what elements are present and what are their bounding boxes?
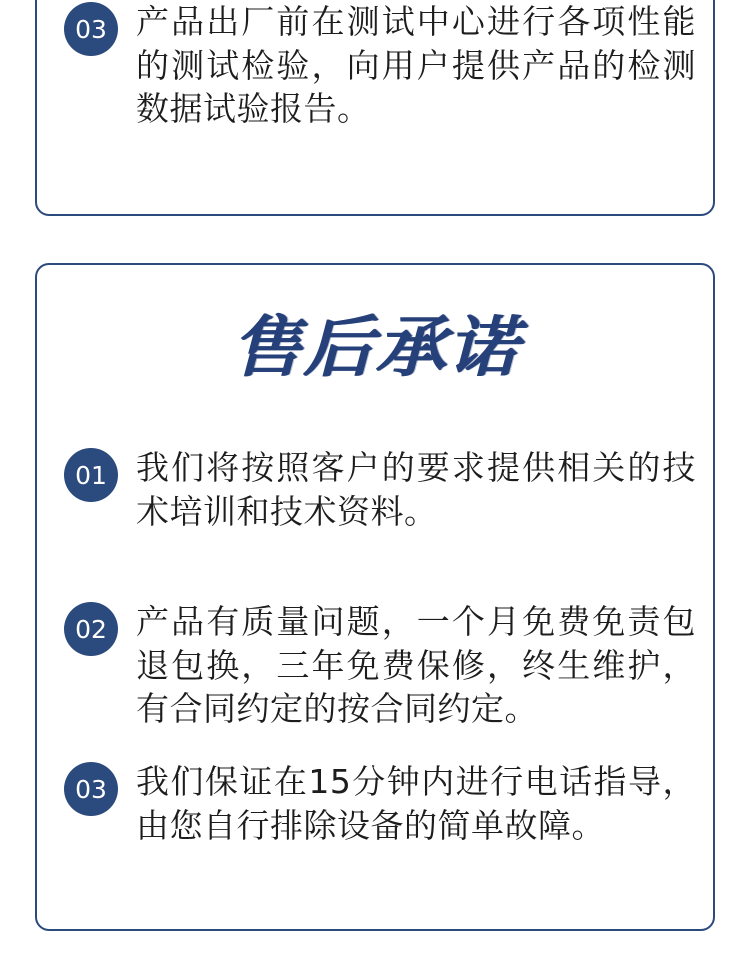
list-item-text: 产品有质量问题，一个月免费免责包退包换，三年免费保修，终生维护，有合同约定的按合同约定。 (136, 602, 696, 729)
list-item-text: 我们保证在15分钟内进行电话指导，由您自行排除设备的简单故障。 (136, 762, 696, 845)
list-item (64, 446, 704, 533)
section-title-wrapper (0, 309, 750, 386)
list-item-badge: 02 (64, 602, 118, 656)
list-item-text: 我们将按照客户的要求提供相关的技术培训和技术资料。 (136, 448, 696, 531)
list-item (64, 600, 704, 731)
list-item-badge: 03 (64, 2, 118, 56)
list-item (64, 0, 704, 131)
page-title: 售后承诺 (230, 309, 520, 386)
list-item-badge: 03 (64, 762, 118, 816)
list-item-text: 产品出厂前在测试中心进行各项性能的测试检验，向用户提供产品的检测数据试验报告。 (136, 2, 696, 129)
list-item (64, 760, 704, 847)
list-item-badge: 01 (64, 448, 118, 502)
